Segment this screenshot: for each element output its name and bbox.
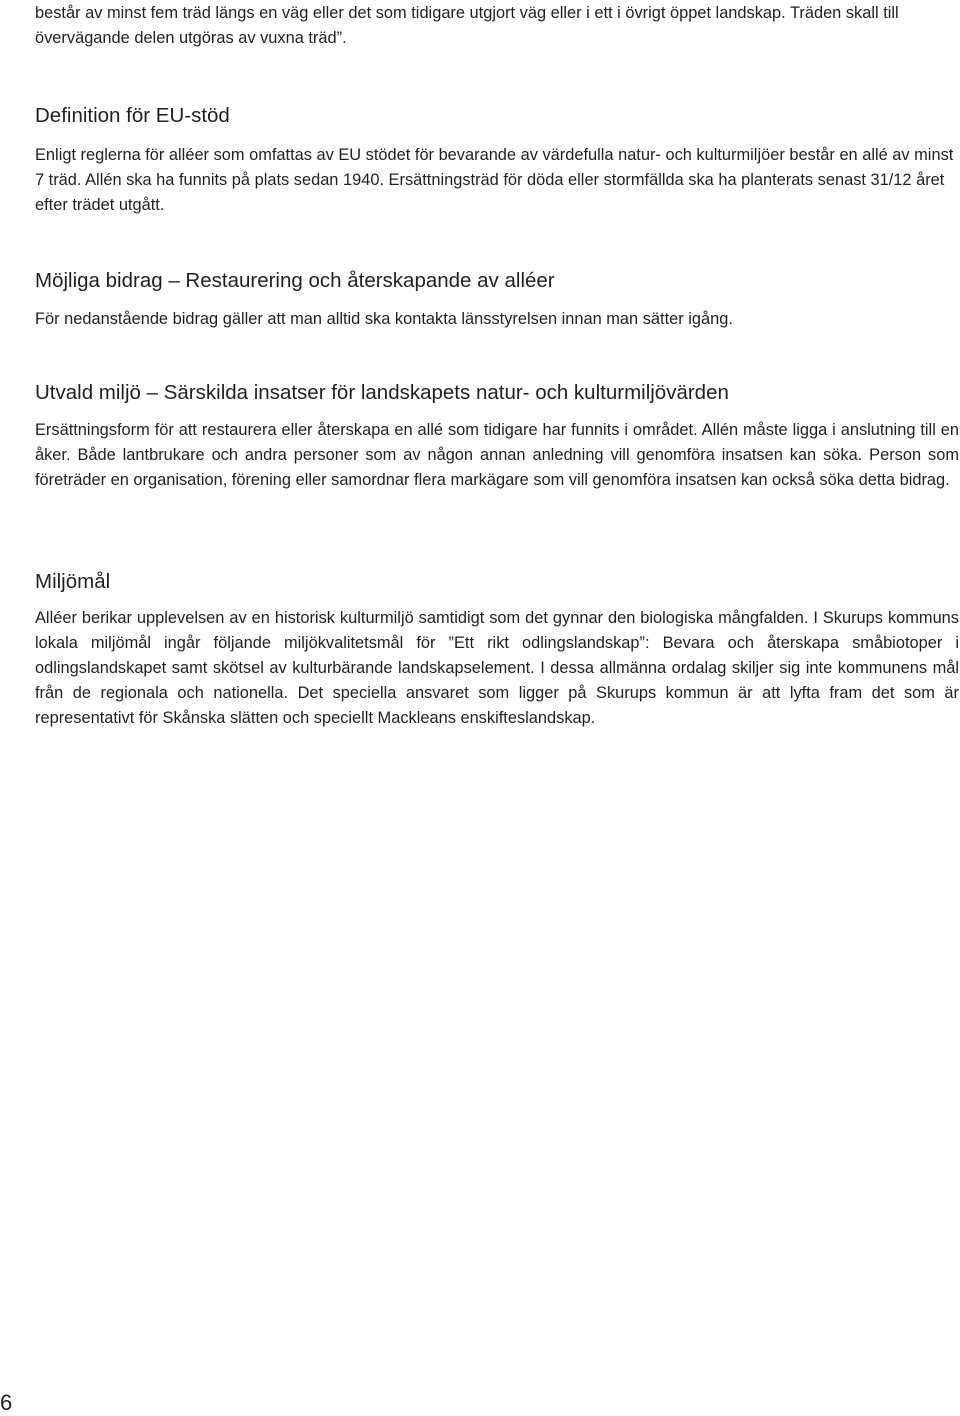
bidrag-heading: Möjliga bidrag – Restaurering och återskapande av alléer	[35, 269, 555, 292]
miljomal-paragraph: Alléer berikar upplevelsen av en historisk kulturmiljö samtidigt som det gynnar den biologiska mångfalden. I Skurups kommuns lokala miljömål ingår följande miljökvalitetsmål för ”Ett rikt odlingslandskap”: Bevara och återskapa småbiotoper i odlingslandskapet samt skötsel av kulturbärande landskapselement. I dessa allmänna ordalag skiljer sig inte kommunens mål från de regionala och nationella. Det speciella ansvaret som ligger på Skurups kommun är att lyfta fram det som är representativt för Skånska slätten och speciellt Mackleans enskifteslandskap.	[35, 609, 959, 727]
definition-paragraph: Enligt reglerna för alléer som omfattas av EU stödet för bevarande av värdefulla natur- och kulturmiljöer består en allé av minst 7 träd. Allén ska ha funnits på plats sedan 1940. Ersättningsträd för döda eller stormfällda ska ha planterats senast 31/12 året efter trädet utgått.	[35, 146, 954, 214]
intro-paragraph: består av minst fem träd längs en väg eller det som tidigare utgjort väg eller i ett i övrigt öppet landskap. Träden skall till övervägande delen utgöras av vuxna träd”.	[35, 4, 899, 47]
definition-heading: Definition för EU-stöd	[35, 104, 230, 127]
utvald-heading: Utvald miljö – Särskilda insatser för landskapets natur- och kulturmiljövärden	[35, 381, 729, 404]
utvald-paragraph: Ersättningsform för att restaurera eller återskapa en allé som tidigare har funnits i området. Allén måste ligga i anslutning till en åker. Både lantbrukare och andra personer som av någon annan anledning vill genomföra insatsen kan söka. Person som företräder en organisation, förening eller samordnar flera markägare som vill genomföra insatsen kan också söka detta bidrag.	[35, 421, 959, 489]
page-number: 6	[0, 1390, 13, 1415]
miljomal-heading: Miljömål	[35, 570, 111, 593]
bidrag-paragraph: För nedanstående bidrag gäller att man alltid ska kontakta länsstyrelsen innan man sätter igång.	[35, 310, 733, 328]
